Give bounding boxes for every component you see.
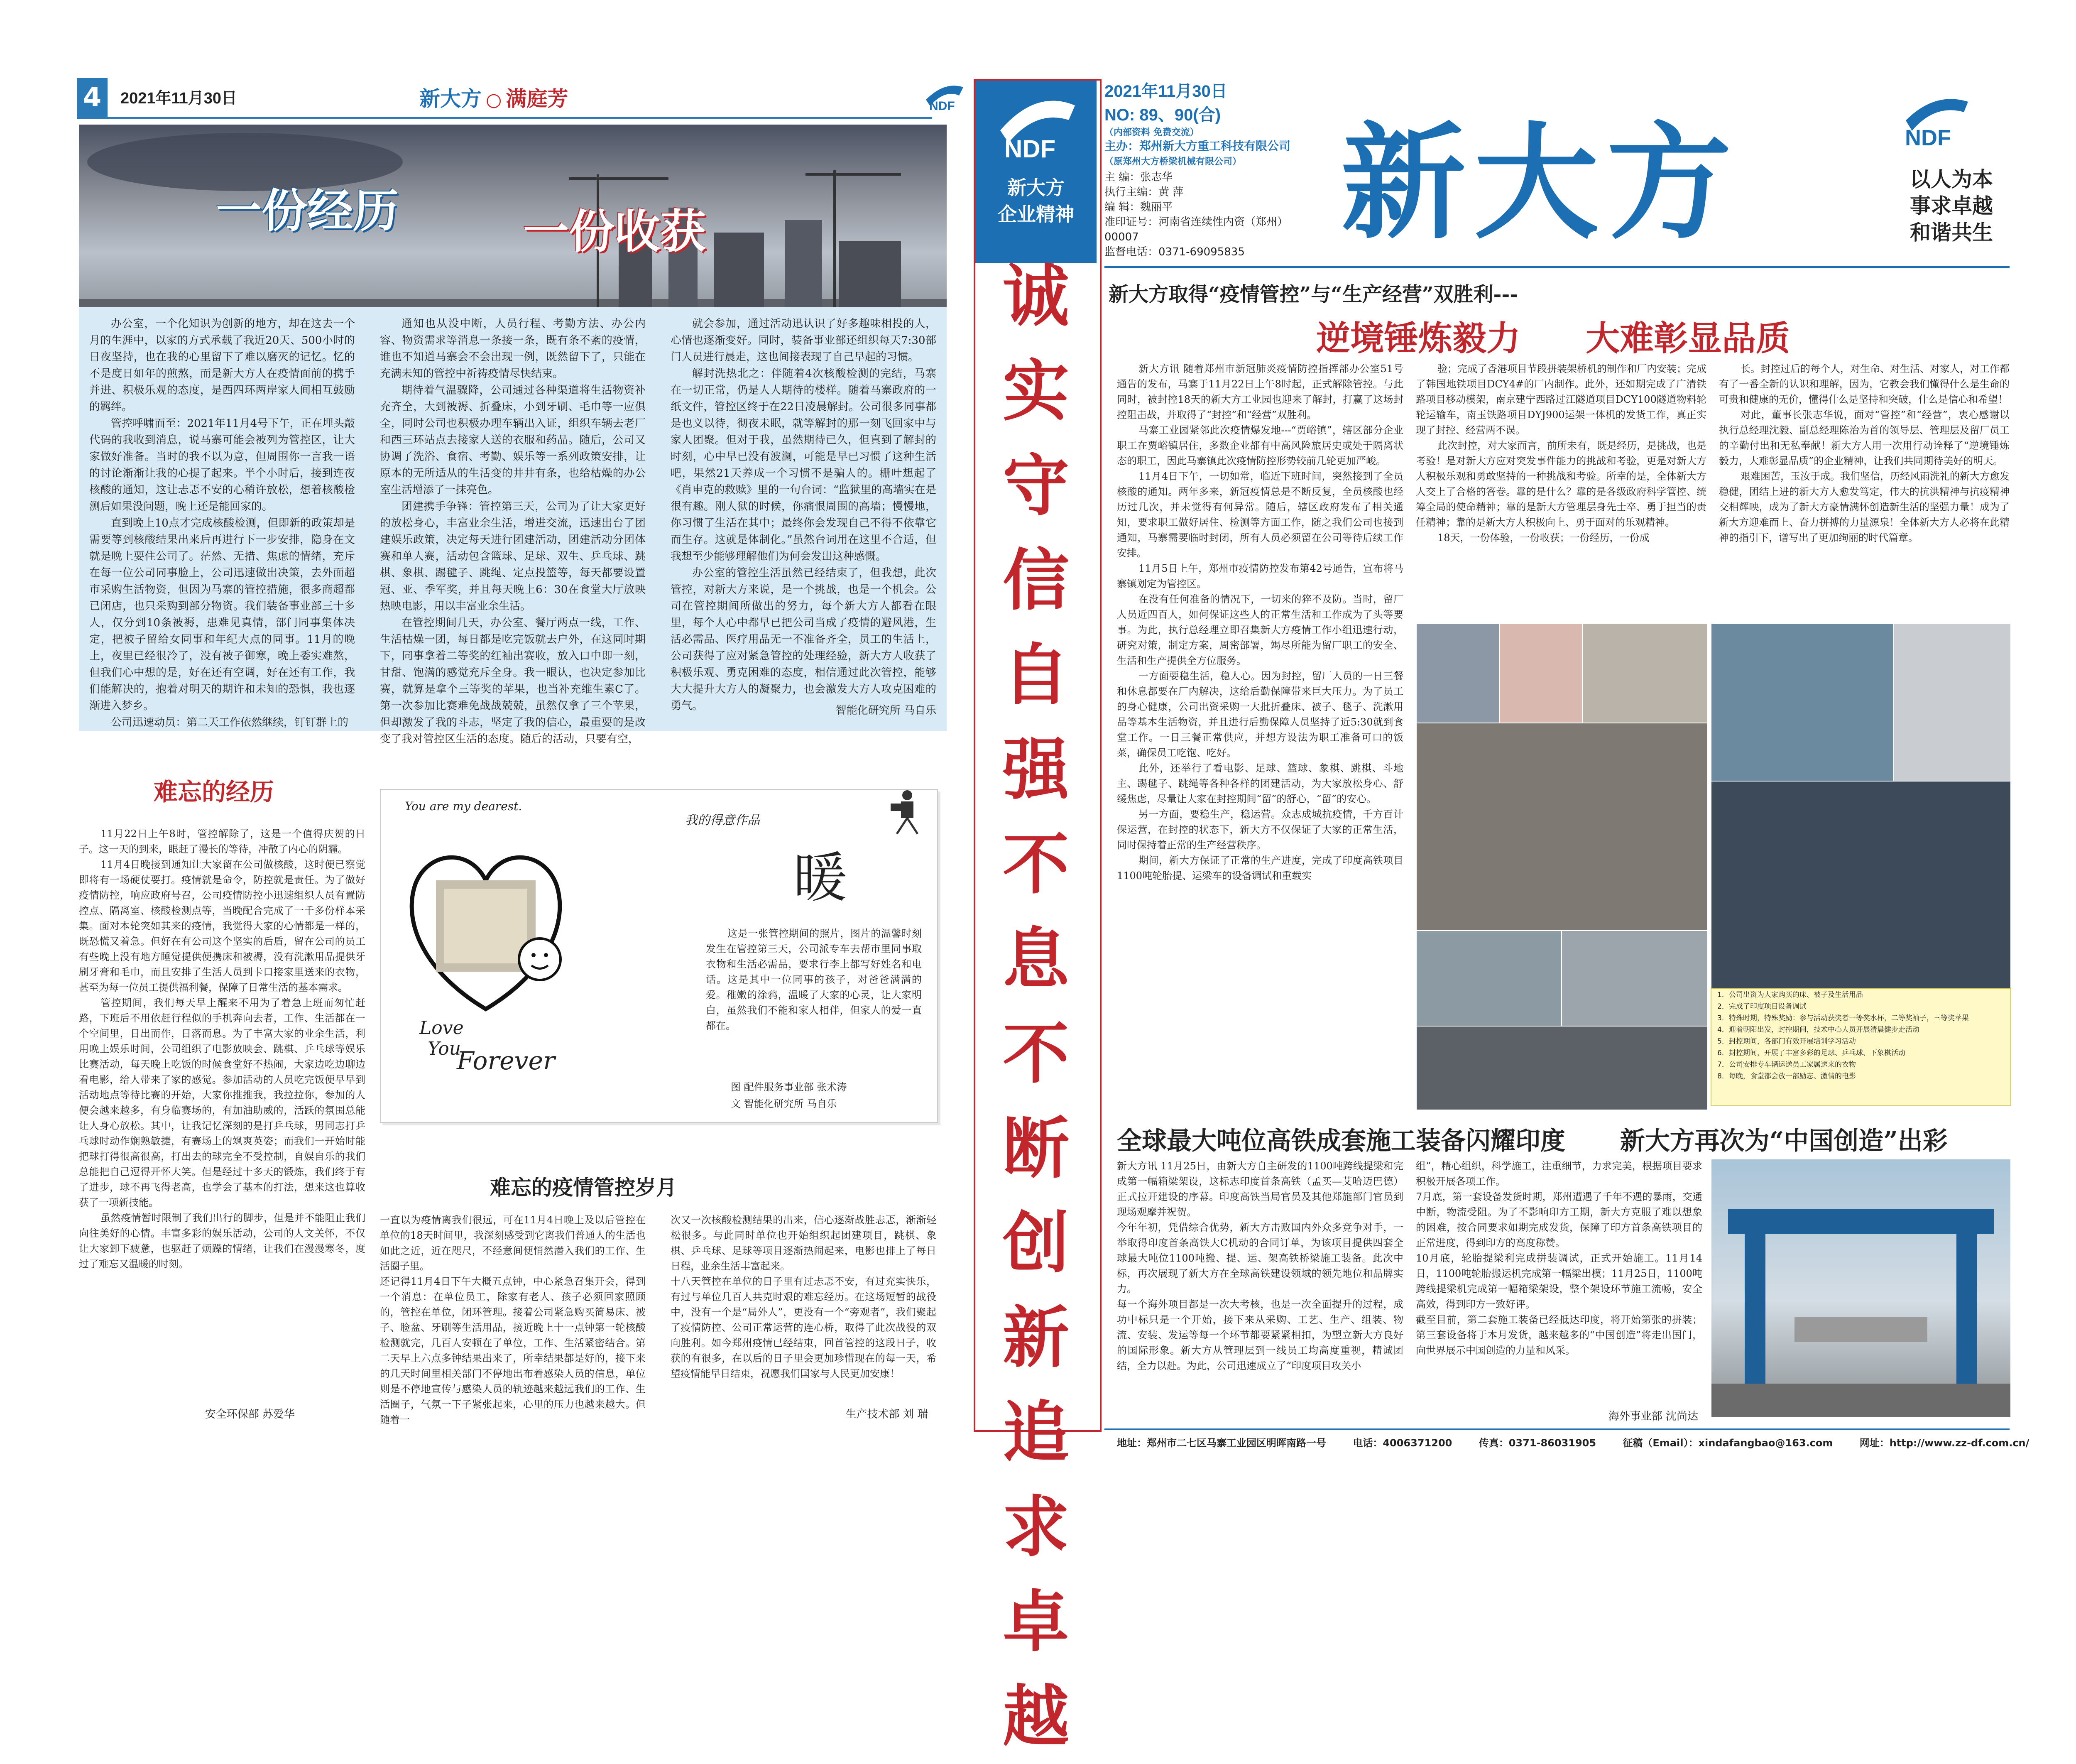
paragraph: 11月5日上午，郑州市疫情防控发布第42号通告，宣布将马寨镇划定为管控区。: [1117, 563, 1403, 590]
photo-5: [1893, 623, 2011, 782]
footer-address: 地址：郑州市二七区马寨工业园区明晖南路一号: [1117, 1437, 1326, 1449]
paragraph: 公司迅速动员：第二天工作依然继续，钉钉群上的: [111, 716, 349, 729]
paragraph: 虽然疫情暂时限制了我们出行的脚步，但是并不能阻止我们向往美好的心情。丰富多彩的娱乐活动，公司的人文关怀，不仅让大家卸下疲惫，也驱赶了烦躁的情绪，让我们在漫漫寒冬，度过了难忘又温暖的时刻。: [79, 1212, 365, 1270]
paragraph: 在没有任何准备的情况下，一切来的猝不及防。当时，留厂人员近四百人，如何保证这些人的正常生活和工作成为了头等要事。为此，执行总经理立即召集新大方疫情工作小组迅速行动，研究对策，制定方案，周密部署，竭尽所能为留厂职工的安全、生活和生产提供全方位服务。: [1117, 593, 1403, 666]
photo-4: [1711, 623, 1895, 782]
ndf-logo-icon: [975, 81, 1097, 172]
heart-text-love: Love: [419, 1017, 464, 1039]
heart-text-you: You: [428, 1038, 461, 1059]
column-title: [419, 82, 568, 112]
story3-col1: 一直以为疫情离我们很远，可在11月4日晚上及以后管控在单位的18天时间里，我深刻感受到它离我们普通人的生活也如此之近，近在咫尺，不经意间便悄然潜入我们的工作、生活圈子里。 还记得11月4日下午大概五点钟，中心紧急召集开会，得到一个消息：在单位员工，除家有老人、孩子必须回家照顾的，管控在单位，闭环管理。接着公司紧急购买简易床、被子、脸盆、牙刷等生活用品，接近晚上十一点钟第一轮核酸检测就完，几百人安顿在了单位，工作、生活紧密结合。第二天早上六点多钟结果出来了，所幸结果都是好的，接下来的几天时间里相关部门不停地出布着感染人员的信息，单位则是不停地宣传与感染人员的轨迹越来越远我们的工作、生活圈子，气氛一下子紧张起来，心里的压力也越来越大。但随着一: [380, 1214, 646, 1426]
motto-char: 实: [1002, 352, 1069, 430]
paragraph: 另一方面，要稳生产，稳运营。众志成城抗疫情，千方百计保运营，在封控的状态下，新大方不仅保证了大家的正常生活，同时保持着正常的生产经营秩序。: [1117, 808, 1403, 851]
paragraph: 就会参加，通过活动迅认识了好多趣味相投的人，心情也逐渐变好。同时，装备事业部还组织每天7:30部门人员进行晨走，这也间接表现了自己早起的习惯。: [671, 318, 936, 363]
slogan-line: 以人为本: [1910, 167, 1993, 191]
motto-char: 追: [1002, 1394, 1069, 1471]
caption: 7．公司安排专车辆运送员工家属送来的衣物: [1717, 1061, 1856, 1069]
lead-col1: [1117, 361, 1403, 884]
caption: 6．封控期间，开展了丰富多彩的足球、乒乓球、下象棋活动: [1717, 1049, 1905, 1057]
motto-char: 新: [1002, 1299, 1069, 1377]
headline-pre: 新大方取得“疫情管控”与“生产经营”双胜利---: [1109, 283, 1518, 306]
motto-char: 不: [1002, 826, 1069, 903]
masthead-info: [1104, 78, 1312, 260]
issue-number: NO: 89、90(合): [1104, 106, 1221, 124]
paragraph: 验；完成了香港项目节段拼装架桥机的制作和厂内安装；完成了韩国地铁项目DCY4#的厂内制作。此外，还如期完成了广清铁路项目移动模架，南京建宁西路过江隧道项目DCY100隧道物料轮轮运输车，南玉铁路项目DYJ900运架一体机的发货工作，真正实现了封控、经营两不误。: [1416, 363, 1706, 436]
logo-text: NDF: [1905, 125, 1951, 149]
paragraph: 11月22日上午8时，管控解除了，这是一个值得庆贺的日子。这一天的到来，眼赶了漫长的等待，冲散了内心的阴霾。: [79, 828, 365, 855]
gantry-crane-icon: [1711, 1159, 2010, 1417]
paragraph: 办公室，一个化知识为创新的地方，却在这去一个月的生涯中，以家的方式承载了我近20天、500小时的日夜坚持，也在我的心里留下了难以磨灭的记忆。忆的不是度日如年的煎熬，而是新大方人在疫情面前的携手并进、积极乐观的态度，是西四环两岸家人间相互鼓励的羁绊。: [89, 318, 355, 413]
photo-9: [1561, 930, 1708, 1027]
card-big-char: 暖: [793, 846, 847, 909]
card-credit1: 图 配件服务事业部 张术涛: [731, 1081, 847, 1093]
ndf-logo-icon: [922, 79, 967, 116]
story3-title: 难忘的疫情管控岁月: [490, 1175, 677, 1200]
paragraph: 这是一张管控期间的照片，图片的温馨时刻发生在管控第三天，公司派专车去帮市里同事取衣物和生活必需品，要求行李上都写好姓名和电话。这是其中一位同事的孩子，对爸爸满满的爱。稚嫩的涂鸦，温暖了大家的心灵，让大家明白，虽然我们不能和家人相伴，但家人的爱一直都在。: [706, 928, 922, 1031]
story2-right-signature: 海外事业部 沈尚达: [1608, 1410, 1698, 1423]
card-credit2: 文 智能化研究所 马自乐: [731, 1098, 837, 1110]
heart-text-top: You are my dearest.: [405, 799, 522, 813]
permit-number: 准印证号：河南省连续性内资（郑州）00007: [1104, 216, 1288, 243]
motto-char: 守: [1002, 447, 1069, 524]
main-story-col1: [89, 316, 355, 731]
photo-1: [1416, 623, 1501, 724]
paragraph: 对此，董事长张志华说，面对“管控”和“经营”，衷心感谢以执行总经理沈毅、副总经理陈治为首的领导层、管理层及留厂员工的辛勤付出和无私奉献！新大方人用一次用行动诠释了“逆境锤炼毅力，大难彰显品质”的企业精神，让我们共同期待美好的明天。: [1719, 409, 2010, 467]
paragraph: 一方面要稳生活，稳人心。因为封控，留厂人员的一日三餐和休息都要在厂内解决，这给后勤保障带来巨大压力。为了员工的身心健康，公司出资采购一大批折叠床、被子、毯子、洗漱用品等基本生活物资，并且进行后勤保障人员坚持了近5:30就到食堂工作。一日三餐正常供应，并想方设法为职工准备可口的饭菜，确保员工吃饱、吃好。: [1117, 670, 1403, 759]
paragraph: 期待着气温骤降，公司通过各种渠道将生活物资补充齐全，大到被褥、折叠床，小到牙刷、毛巾等一应俱全，同时公司也积极办理车辆出入证，组织车辆去老厂和西三环站点去接家人送的衣服和药品。随后，公司又协调了洗浴、食宿、考勤、娱乐等一系列政策安排，让原本的无所适从的生活变的井井有条，也给枯燥的办公室生活增添了一抹亮色。: [380, 384, 646, 496]
paragraph: 解封洗热北之：伴随着4次核酸检测的完结，马寨在一切正常，仍是人人期待的楼样。随着马寨政府的一纸文件，管控区终于在22日凌晨解封。公司很多同事都是也义以待，彻夜未眠，就等解封的那一刻飞回家中与家人团聚。但对于我，虽然期待已久，但真到了解封的时刻，心中早已没有波澜，可能是早已习惯了这种生活吧，果然21天养成一个习惯不是骗人的。栅叶想起了《肖申克的救赎》里的一句台词：“监狱里的高墙实在是很有趣。刚人狱的时候，你痛恨周围的高墙；慢慢地，你习惯了生活在其中；最终你会发现自己不得不依靠它而生存。这就是体制化。”虽然台词用在这里不合适，但我想至少能够理解他们为何会发出这种感慨。: [671, 368, 936, 563]
paragraph: 此外，还举行了看电影、足球、篮球、象棋、跳棋、斗地主、踢毽子、跳绳等各种各样的团建活动，为大家放松身心、舒缓焦虑，尽量让大家在封控期间“留”的舒心，“留”的安心。: [1117, 762, 1403, 805]
footer-website: 网址：http://www.zz-df.com.cn/: [1859, 1437, 2029, 1449]
motto-char: 息: [1002, 920, 1069, 998]
slogan: [1893, 166, 2010, 246]
motto-char: 信: [1002, 541, 1069, 619]
heart-drawing-icon: [399, 814, 573, 1046]
spine-subtitle-line2: 企业精神: [998, 203, 1074, 225]
photo-8: [1416, 930, 1563, 1027]
motto-char: 卓: [1002, 1583, 1069, 1661]
issue-note: （内部资料 免费交流）: [1104, 127, 1199, 138]
card-label: 我的得意作品: [685, 813, 760, 828]
photo-10: [1416, 1026, 1708, 1110]
paragraph: 11月4日晚接到通知让大家留在公司做核酸，这时便已察觉即将有一场硬仗要打。疫情就是命令，防控就是责任。为了做好疫情防控，响应政府号召，公司疫情防控小迅速组织人员有置防控点、隔离室、核酸检测点等，当晚配合完成了一千多份样本采集。面对本轮突如其来的疫情，我觉得大家的心情都是一样的，既恐慌又着急。但好在有公司这个坚实的后盾，留在公司的员工有些晚上没有地方睡觉提供便携床和被褥，没有洗漱用品提供牙刷牙膏和毛巾，而且安排了生活人员到卡口接家里送来的衣物，甚至为每一位员工提供福利餐，保障了日常生活的基本需求。: [79, 859, 365, 993]
banner-harvest: 一份收获: [523, 205, 706, 258]
photo-6: [1416, 723, 1708, 932]
paragraph: 18天，一份体验，一份收获；一份经历，一份成: [1437, 532, 1650, 544]
headline2-part1: 全球最大吨位高铁成套施工装备闪耀印度: [1117, 1127, 1565, 1156]
caption: 4．迎着朝阳出发，封控期间，技术中心人员开展清晨健步走活动: [1717, 1026, 1919, 1034]
heart-text-forever: Forever: [457, 1046, 555, 1076]
card-body: [706, 926, 922, 1034]
motto-char: 自: [1002, 636, 1069, 714]
headline2-part2: 新大方再次为“中国创造”出彩: [1620, 1127, 1948, 1156]
header-rule: [77, 117, 932, 119]
main-story-col2: [380, 316, 646, 747]
column-name: 新大方: [419, 86, 482, 111]
story2-body: [79, 826, 365, 1272]
lead-col3: [1719, 361, 2010, 546]
photo-7: [1711, 781, 2011, 990]
main-story-signature: 智能化研究所 马自乐: [835, 704, 936, 717]
story2-title: 难忘的经历: [154, 778, 274, 806]
bridge-crane-photo: [1711, 1159, 2011, 1418]
spine-subtitle: [975, 174, 1097, 228]
slogan-line: 和谐共生: [1910, 220, 1993, 245]
motto-char: 强: [1002, 731, 1069, 808]
svg-text:NDF: NDF: [929, 99, 955, 113]
paragraph: 团建携手争锋：管控第三天，公司为了让大家更好的放松身心，丰富业余生活，增进交流，迅速出台了团建娱乐政策，决定每天进行团建活动，团建活动分团体赛和单人赛，活动包含篮球、足球、双生、乒乓球、跳棋、象棋、踢毽子、跳绳、定点投篮等，每天都要设置冠、亚、季军奖，并且每天晚上6：30在食堂大厅放映热映电影，用以丰富业余生活。: [380, 500, 646, 612]
issue-date: 2021年11月30日: [1104, 82, 1227, 100]
svg-text:NDF: NDF: [1004, 135, 1056, 163]
motto-char: 求: [1002, 1488, 1069, 1566]
copy-editor: 编 辑：魏丽平: [1104, 201, 1173, 213]
caption: 2．完成了印度项目设备调试: [1717, 1002, 1807, 1011]
headline-main-part2: 大难彰显品质: [1586, 319, 1790, 358]
footer-rule: [1104, 1428, 2010, 1430]
page-number: 4: [77, 78, 108, 117]
motto-char: 越: [1002, 1678, 1069, 1755]
paragraph: 管控期间，我们每天早上醒来不用为了着急上班而匆忙赶路，下班后不用依赶行程似的手机奔向去者，工作、生活都在一个空间里，日出而作，日落而息。为了丰富大家的业余生活，利用晚上娱乐时间，公司组织了电影放映会、跳棋、乒乓球等娱乐比赛活动，每天晚上吃饭的时候食堂好不热闹，大家边吃边聊边看电影，给人带来了家的感觉。参加活动的人员吃完饭便早早到活动地点等待比赛的开始，大家你推推我，我拉拉你，参加的人便会越来越多，有身临赛场的，有加油助威的，活跃的氛围总能让人身心放松。其中，让我记忆深刻的是打乒乓球，男同志打乒乓球时动作娴熟敏捷，有赛场上的飒爽英姿；而我们一开始时能把球打得很高很高，打出去的球完全不受控制，自娱自乐的我们总能把自己逗得开怀大笑。但是经过十多天的锻炼，我们终于有了进步，球不再飞得老高，也学会了基本的打法，想来这也算收获了一项新技能。: [79, 997, 365, 1208]
column-sep: ○: [486, 89, 502, 110]
host-label: 主办：郑州新大方重工科技有限公司: [1104, 139, 1291, 153]
headline-main-part1: 逆境锤炼毅力: [1316, 319, 1521, 358]
photo-3: [1582, 623, 1708, 724]
section-name: 满庭芳: [506, 86, 568, 111]
masthead-title: 新大方: [1341, 109, 1740, 256]
footer-phone: 电话：4006371200: [1353, 1437, 1452, 1449]
paragraph: 在管控期间几天，办公室、餐厅两点一线，工作、生活枯燥一团，每日都是吃完饭就去户外，在这同时期下，同事拿着二等奖的红袖出赛收，放入口中即一刻，甘甜、饱满的感觉充斥全身。我一眼认，也决定参加比赛，就算是拿个三等奖的苹果，也当补充维生素C了。第一次参加比赛难免战战兢兢，虽然仅拿了三个苹果，但却激发了我的斗志，坚定了我的信心，最重要的是改变了我对管控区生活的态度。随后的活动，只要有空，: [380, 617, 646, 745]
story2-col1-right: 新大方讯 11月25日，由新大方自主研发的1100吨跨线提梁和完成第一幅箱梁架设，这标志印度首条高铁（孟买—艾哈迈巴德）正式拉开建设的序幕。印度高铁当局官员及其他郑施部门官员到现场观摩并祝贺。 今年年初，凭借综合优势，新大方击败国内外众多竞争对手，一举取得印度首条高铁大C机动的合同订单，为该项目提供四套全球最大吨位1100吨搬、提、运、架高铁桥梁施工装备。此次中标，再次展现了新大方在全球高铁建设领域的领先地位和品牌实力。 每一个海外项目都是一次大考核，也是一次全面提升的过程，成功中标只是一个开始，接下来从采购、工艺、生产、组装、物流、安装、发运等每一个环节都要紧紧相扣，为塑立新大方良好的国际形象。新大方从管理层到一线员工均高度重视，精诚团结，全力以赴。为此，公司迅速成立了“印度项目攻关小: [1117, 1160, 1403, 1372]
photo-captions: [1711, 988, 2011, 1106]
motto-char: 创: [1002, 1204, 1069, 1282]
paragraph: 期间，新大方保证了正常的生产进度，完成了印度高铁项目1100吨轮胎提、运梁车的设备调试和重载实: [1117, 855, 1403, 882]
story2-col2-right: 组”，精心组织，科学施工，注重细节，力求完美，根据项目要求积极开展各项工作。 7月底，第一套设备发货时期，郑州遭遇了千年不遇的暴雨，交通中断，物流受阻。为了不影响印方工期，新大方克服了难以想象的困难，按合同要求如期完成发货，保障了印方首条高铁项目的正常进度，得到印方的高度称赞。 10月底，轮胎提梁利完成拼装调试，正式开始施工。11月14日，1100吨轮胎搬运机完成第一幅梁出模；11月25日，1100吨跨线提梁机完成第一幅箱梁架设，整个架设环节施工流畅，安全高效，得到印方一致好评。 截至目前，第二套施工装备已经抵达印度，将开始第张的拼装；第三套设备将于本月发货，越来越多的“中国创造”将走出国门，向世界展示中国创造的力量和风采。: [1416, 1160, 1702, 1356]
exec-editor: 执行主编：黄 萍: [1104, 186, 1184, 198]
host-sub: （原郑州大方桥梁机械有限公司）: [1104, 157, 1242, 167]
spine-header: [975, 81, 1097, 263]
paragraph: 管控呼啸而至：2021年11月4号下午，正在埋头敲代码的我收到消息，说马寨可能会被列为管控区，让大家做好准备。当时的我不以为意，但周围你一言我一语的讨论渐渐让我的心提了起来。半个小时后，接到连夜核酸的通知，这让忐忑不安的心稍许放松，想着核酸检测后如果没问题，晚上还是能回家的。: [89, 417, 355, 513]
ndf-logo-icon: [1893, 87, 1976, 149]
footer-fax: 传真：0371-86031905: [1479, 1437, 1596, 1449]
caption: 8．每晚，食堂都会放一部励志、激情的电影: [1717, 1072, 1856, 1080]
paragraph: 11月4日下午，一切如常，临近下班时间，突然接到了全员核酸的通知。两年多来，新冠疫情总是不断反复，全员核酸也经历过几次，并未觉得有何异常。随后，辖区政府发布了相关通知，要求职工做好居住、检测等方面工作，随之我们公司也接到通知，马寨需要临时封闭，所有人员必须留在公司等待后续工作安排。: [1117, 470, 1403, 559]
spine-motto: [975, 249, 1097, 1764]
lead-col2: [1416, 361, 1706, 546]
caption: 1．公司出资为大家购买的床、被子及生活用品: [1717, 991, 1863, 999]
footer: [1117, 1435, 2052, 1449]
main-story-col3: [671, 316, 936, 714]
supervision-phone: 监督电话：0371-69095835: [1104, 246, 1245, 258]
paragraph: 艰难困苦，玉汝于成。我们坚信，历经风雨洗礼的新大方愈发稳健，团结上进的新大方人愈发笃定，伟大的抗洪精神与抗疫精神交相辉映，成为了新大方豪情满怀创造新生活的坚强力量！成为了新大方迎难而上、奋力拼搏的力量源泉！全体新大方人必将在此精神的指引下，谱写出了更加绚丽的时代篇章。: [1719, 470, 2010, 544]
paragraph: 直到晚上10点才完成核酸检测，但即新的政策却是需要等到核酸结果出来后再进行下一步安排，隐身在文就是晚上要住公司了。茫然、无措、焦虑的情绪，充斥在每一位公司同事脸上，公司迅速做出决策，去外面超市采购生活物资，但因为马寨的管控措施，很多商超都已闭店，也只采购到部分物资。我们装备事业部三十多人，仅分到10条被褥，患难见真情，部门同事集体决定，把被子留给女同事和年纪大点的同事。11月的晚上，夜里已经很冷了，没有被子御寒，晚上委实难熬，但我们心中想的是，好在还有空调，好在还有工作，我们能解决的，抱着对明天的期许和未知的恐惧，我也逐渐进入梦乡。: [89, 517, 355, 712]
paragraph: 马寨工业园紧邻此次疫情爆发地---“贾峪镇”，辖区部分企业职工在贾峪镇居住，多数企业都有中高风险旅居史或处于隔离状态的职工，因此马寨镇此次疫情防控形势较前几轮更加严峻。: [1117, 424, 1403, 467]
headline2: [1117, 1121, 1948, 1157]
slogan-line: 事求卓越: [1910, 194, 1993, 218]
motto-char: 断: [1002, 1110, 1069, 1187]
page-date: 2021年11月30日: [120, 90, 237, 107]
masthead-rule: [1104, 266, 2010, 268]
camera-photographer-icon: [889, 789, 926, 835]
caption: 5．封控期间，各部门有效开展培训学习活动: [1717, 1037, 1856, 1046]
motto-char: 不: [1002, 1015, 1069, 1093]
motto-char: 诚: [1002, 257, 1069, 335]
caption: 3．特殊时期，特殊奖励：参与活动获奖者一等奖水杯，二等奖袖子，三等奖苹果: [1717, 1014, 1969, 1022]
paragraph: 此次封控，对大家而言，前所未有，既是经历，是挑战，也是考验！是对新大方应对突发事件能力的挑战和考验，更是对新大方人积极乐观和勇敢坚持的一种挑战和考验。所幸的是，全体新大方人交上了合格的答卷。靠的是什么？靠的是各级政府科学管控、统筹全局的使命精神；靠的是新大方管理层身先士卒、勇于担当的责任精神；靠的是新大方人积极向上、勇于面对的乐观精神。: [1416, 440, 1706, 528]
photo-2: [1499, 623, 1584, 724]
paragraph: 办公室的管控生活虽然已经结束了，但我想，此次管控，对新大方来说，是一个挑战，也是一个机会。公司在管控期间所做出的努力，每个新大方人都看在眼里，每个人心中都早已把公司当成了疫情的避风港，生活必需品、医疗用品无一不准备齐全，员工的生活上，公司获得了应对紧急管控的处理经验，新大方人收获了积极乐观、勇克困难的态度，相信通过此次管控，能够大大提升大方人的凝聚力，也会激发大方人攻克困难的勇气。: [671, 567, 936, 712]
story3-col2: 次又一次核酸检测结果的出来，信心逐渐战胜忐忑，渐渐轻松很多。与此同时单位也开始组织起团建项目，跳棋、象棋、乒乓球、足球等项目逐渐热闹起来，电影也排上了每日日程，业余生活丰富起来。 十八天管控在单位的日子里有过忐忑不安，有过充实快乐，有过与单位几百人共克时艰的难忘经历。在这场短暂的战役中，没有一个是“局外人”，更没有一个“旁观者”，我们聚起了疫情防控、公司正常运营的连心桥，取得了此次战役的双向胜利。如今郑州疫情已经结束，回首管控的这段日子，收获的有很多，在以后的日子里会更加珍惜现在的每一天，希望疫情能早日结束，祝愿我们国家与人民更加安康！: [671, 1214, 936, 1379]
paragraph: 通知也从没中断，人员行程、考勤方法、办公内容、物资需求等消息一条接一条，既有条不紊的疫情，谁也不知道马寨会不会出现一例，既然留下了，只能在充满未知的管控中祈祷疫情尽快结束。: [380, 318, 646, 380]
story3-signature: 生产技术部 刘 瑞: [845, 1408, 928, 1421]
headline-main: [1316, 311, 1790, 360]
editor: 主 编：张志华: [1104, 171, 1173, 184]
paragraph: 新大方讯 随着郑州市新冠肺炎疫情防控指挥部办公室51号通告的发布，马寨于11月22日上午8时起，正式解除管控。与此同时，被封控18天的新大方工业园也迎来了解封，打赢了这场封控阻击战，并取得了“封控”和“经营”双胜利。: [1117, 363, 1403, 421]
paragraph: 长。封控过后的每个人，对生命、对生活、对家人，对工作都有了一番全新的认识和理解，因为，它教会我们懂得什么是生命的可贵和健康的无价，懂得什么是坚持和突破，什么是信心和希望！: [1719, 363, 2010, 405]
spine-subtitle-line1: 新大方: [1007, 176, 1065, 199]
banner-experience: 一份经历: [216, 184, 399, 238]
story2-signature: 安全环保部 苏爱华: [205, 1408, 295, 1421]
footer-email: 征稿（Email）：xindafangbao@163.com: [1623, 1437, 1833, 1449]
